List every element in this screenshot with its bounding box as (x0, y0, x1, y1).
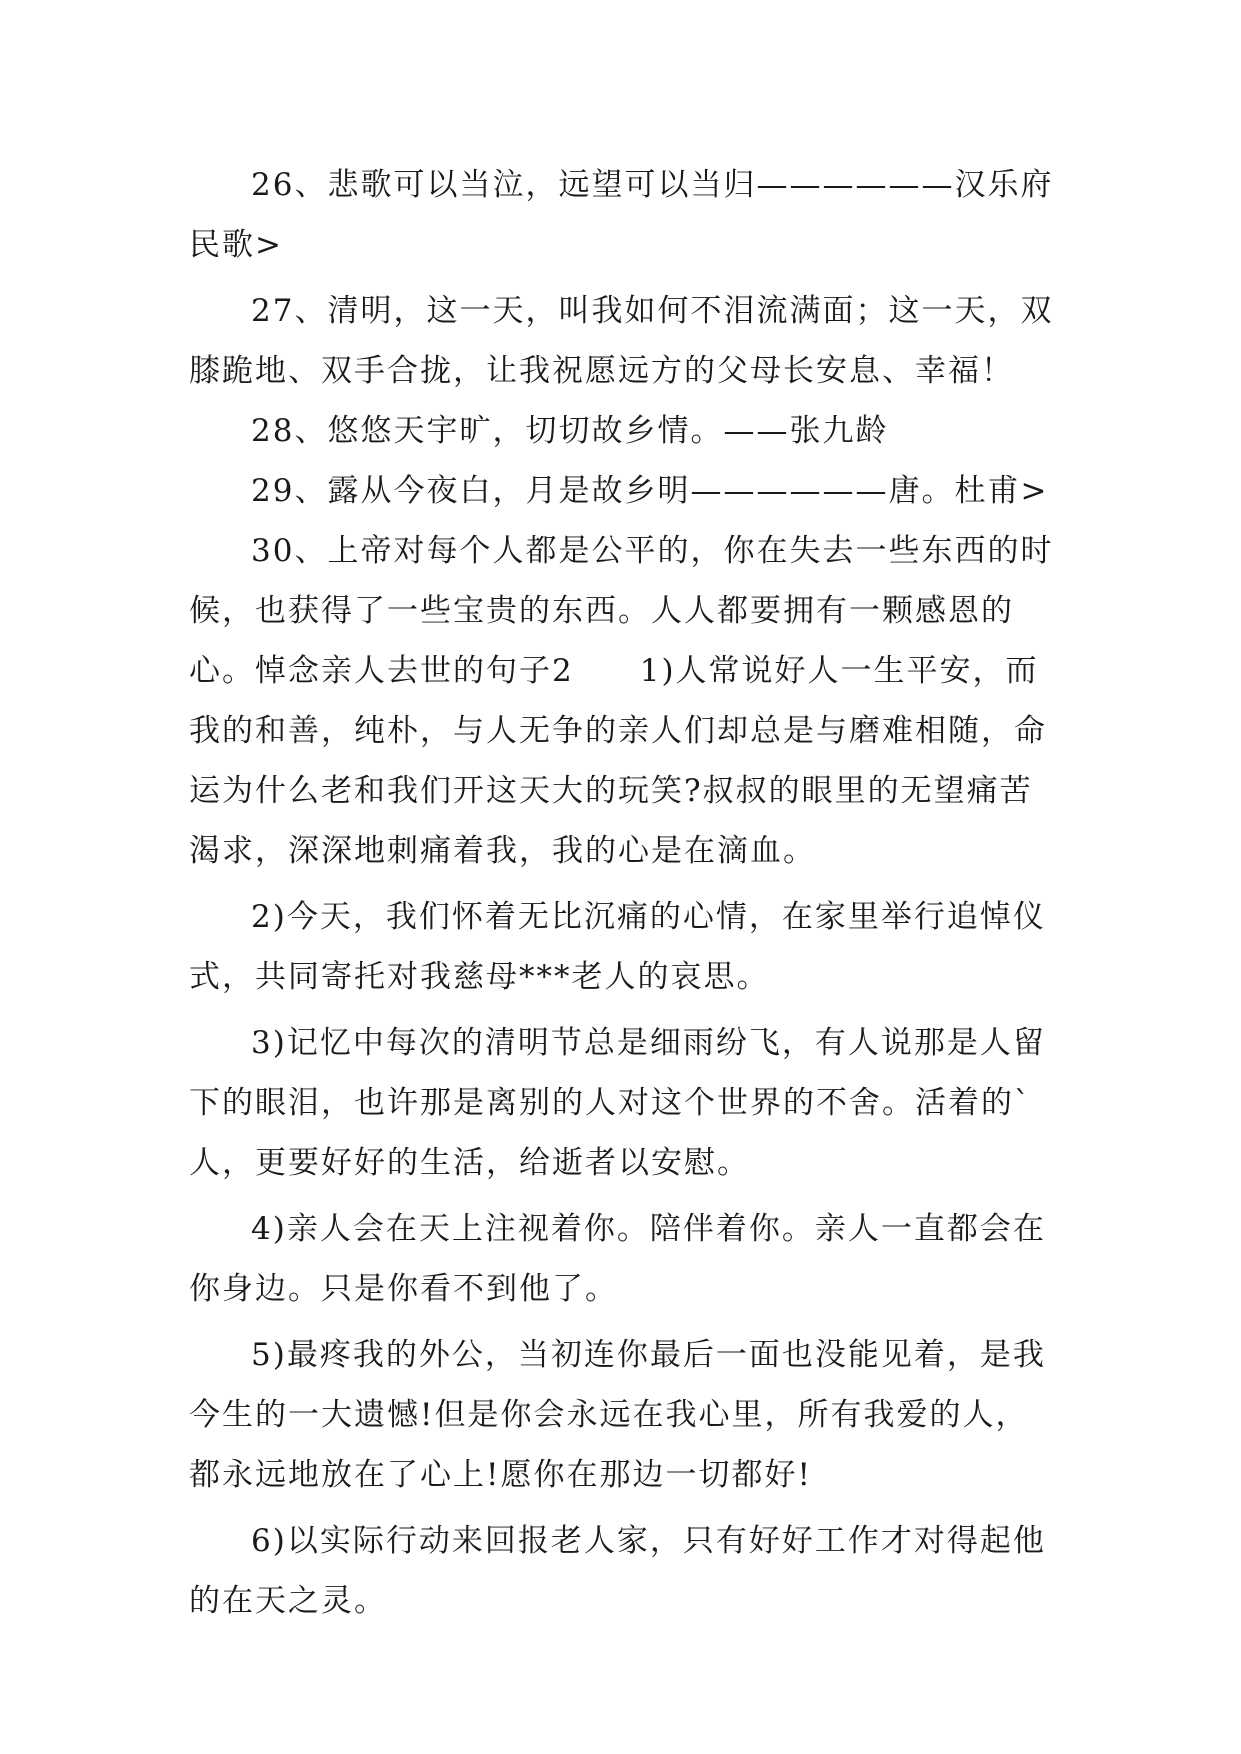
document-body (189, 155, 1059, 1631)
paragraph-item-3: 3)记忆中每次的清明节总是细雨纷飞，有人说那是人留下的眼泪，也许那是离别的人对这个世界的不舍。活着的`人，更要好好的生活，给逝者以安慰。 (189, 1025, 1046, 1181)
paragraph-item-4: 4)亲人会在天上注视着你。陪伴着你。亲人一直都会在你身边。只是你看不到他了。 (189, 1211, 1046, 1307)
paragraph-29: 29、露从今夜白，月是故乡明——————唐。杜甫> (251, 473, 1049, 509)
paragraph-27: 27、清明，这一天，叫我如何不泪流满面；这一天，双膝跪地、双手合拢，让我祝愿远方的父母长安息、幸福！ (189, 293, 1054, 389)
paragraph-item-2: 2)今天，我们怀着无比沉痛的心情，在家里举行追悼仪式，共同寄托对我慈母***老人的哀思。 (189, 899, 1046, 995)
paragraph-30: 30、上帝对每个人都是公平的，你在失去一些东西的时候，也获得了一些宝贵的东西。人人都要拥有一颗感恩的心。悼念亲人去世的句子2 1)人常说好人一生平安，而我的和善，纯朴，与人无争的亲人们却总是与磨难相随，命运为什么老和我们开这天大的玩笑?叔叔的眼里的无望痛苦渴求，深深地刺痛着我，我的心是在滴血。 (189, 533, 1054, 869)
paragraph-28: 28、悠悠天宇旷，切切故乡情。——张九龄 (251, 413, 889, 449)
paragraph-item-5: 5)最疼我的外公，当初连你最后一面也没能见着，是我今生的一大遗憾!但是你会永远在我心里，所有我爱的人，都永远地放在了心上!愿你在那边一切都好! (189, 1337, 1046, 1493)
paragraph-26: 26、悲歌可以当泣，远望可以当归——————汉乐府民歌> (189, 167, 1054, 263)
paragraph-item-6: 6)以实际行动来回报老人家，只有好好工作才对得起他的在天之灵。 (189, 1523, 1046, 1619)
